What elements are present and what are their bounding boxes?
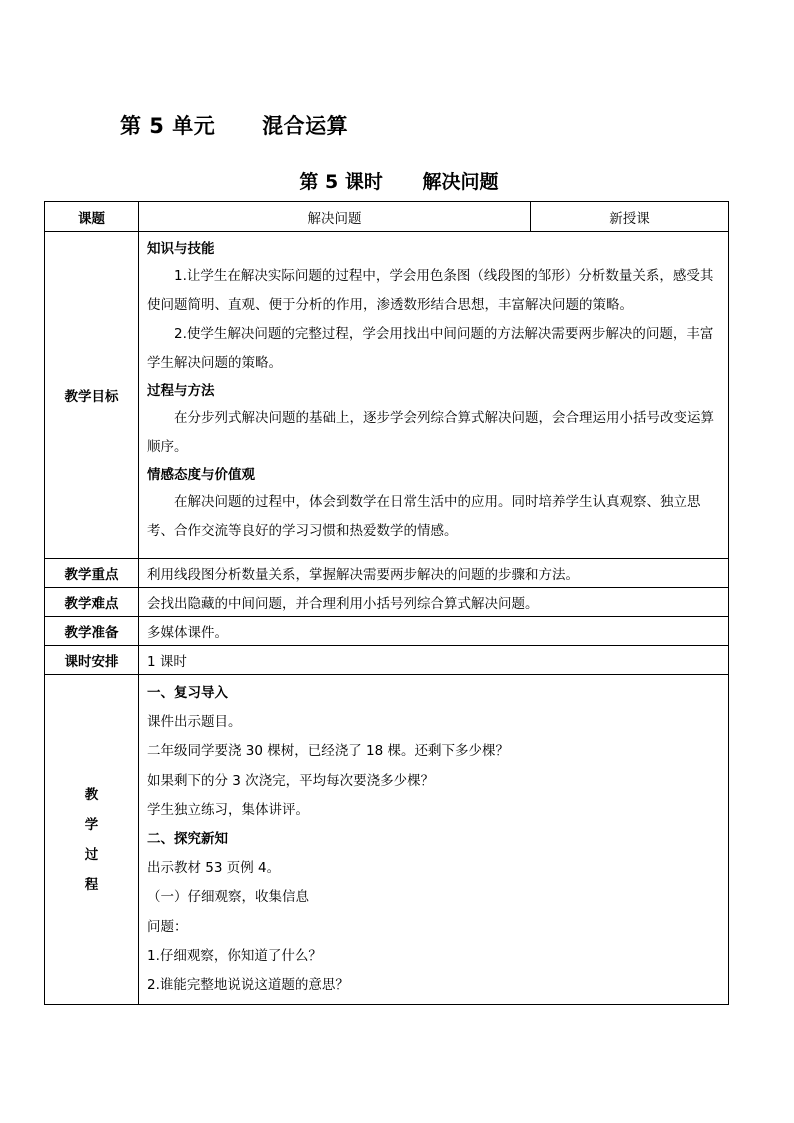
objective-paragraph: 在分步列式解决问题的基础上，逐步学会列综合算式解决问题，会合理运用小括号改变运算顺序。 bbox=[147, 410, 714, 455]
key-points-row bbox=[45, 559, 729, 588]
process-section-heading: 一、复习导入 bbox=[147, 685, 228, 701]
difficulties-row bbox=[45, 588, 729, 617]
lesson-title-text: 第 5 课时 解决问题 bbox=[299, 171, 499, 193]
process-label-char: 学 bbox=[84, 816, 99, 833]
process-line: 二年级同学要浇 30 棵树，已经浇了 18 棵。还剩下多少棵？ bbox=[147, 743, 510, 760]
objective-paragraph: 2.使学生解决问题的完整过程，学会用找出中间问题的方法解决需要两步解决的问题，丰富学生解决问题的策略。 bbox=[147, 326, 714, 371]
process-label-char: 教 bbox=[84, 786, 99, 803]
objective-paragraph: 1.让学生在解决实际问题的过程中，学会用色条图（线段图的邹形）分析数量关系，感受其使问题简明、直观、便于分析的作用，渗透数形结合思想，丰富解决问题的策略。 bbox=[147, 268, 714, 313]
difficulties-value: 会找出隐藏的中间问题，并合理利用小括号列综合算式解决问题。 bbox=[139, 588, 729, 617]
process-row bbox=[45, 675, 729, 1005]
topic-value: 解决问题 bbox=[139, 202, 531, 232]
objective-heading: 情感态度与价值观 bbox=[147, 467, 255, 483]
process-line: 1.仔细观察，你知道了什么？ bbox=[147, 947, 322, 964]
process-section-heading: 二、探究新知 bbox=[147, 831, 228, 848]
key-points-label: 教学重点 bbox=[45, 559, 139, 588]
lesson-plan-table bbox=[44, 201, 729, 1005]
objective-heading: 过程与方法 bbox=[147, 383, 215, 399]
process-line: 课件出示题目。 bbox=[147, 714, 242, 731]
process-line: 2.谁能完整地说说这道题的意思？ bbox=[147, 977, 349, 994]
process-content bbox=[139, 675, 729, 1005]
objectives-content bbox=[139, 232, 729, 559]
objective-paragraph: 在解决问题的过程中，体会到数学在日常生活中的应用。同时培养学生认真观察、独立思考、合作交流等良好的学习习惯和热爱数学的情感。 bbox=[147, 494, 701, 539]
topic-row bbox=[45, 202, 729, 232]
objectives-row bbox=[45, 232, 729, 559]
process-label-char: 过 bbox=[84, 846, 99, 863]
difficulties-label: 教学难点 bbox=[45, 588, 139, 617]
topic-label: 课题 bbox=[45, 202, 139, 232]
lesson-title bbox=[0, 167, 794, 194]
schedule-value: 1 课时 bbox=[139, 646, 729, 675]
process-line: （一）仔细观察，收集信息 bbox=[147, 889, 309, 906]
unit-title: 第 5 单元 混合运算 bbox=[120, 114, 349, 138]
process-label-char: 程 bbox=[84, 876, 99, 893]
process-line: 出示教材 53 页例 4。 bbox=[147, 860, 281, 877]
objective-heading: 知识与技能 bbox=[147, 241, 215, 257]
process-line: 如果剩下的分 3 次浇完，平均每次要浇多少棵？ bbox=[147, 772, 435, 789]
key-points-value: 利用线段图分析数量关系，掌握解决需要两步解决的问题的步骤和方法。 bbox=[139, 559, 729, 588]
schedule-row bbox=[45, 646, 729, 675]
lesson-type: 新授课 bbox=[531, 202, 729, 232]
objectives-label: 教学目标 bbox=[45, 232, 139, 559]
preparation-value: 多媒体课件。 bbox=[139, 617, 729, 646]
preparation-label: 教学准备 bbox=[45, 617, 139, 646]
process-line: 问题： bbox=[147, 918, 188, 935]
process-line: 学生独立练习，集体讲评。 bbox=[147, 801, 309, 818]
process-label bbox=[45, 675, 139, 1005]
schedule-label: 课时安排 bbox=[45, 646, 139, 675]
preparation-row bbox=[45, 617, 729, 646]
